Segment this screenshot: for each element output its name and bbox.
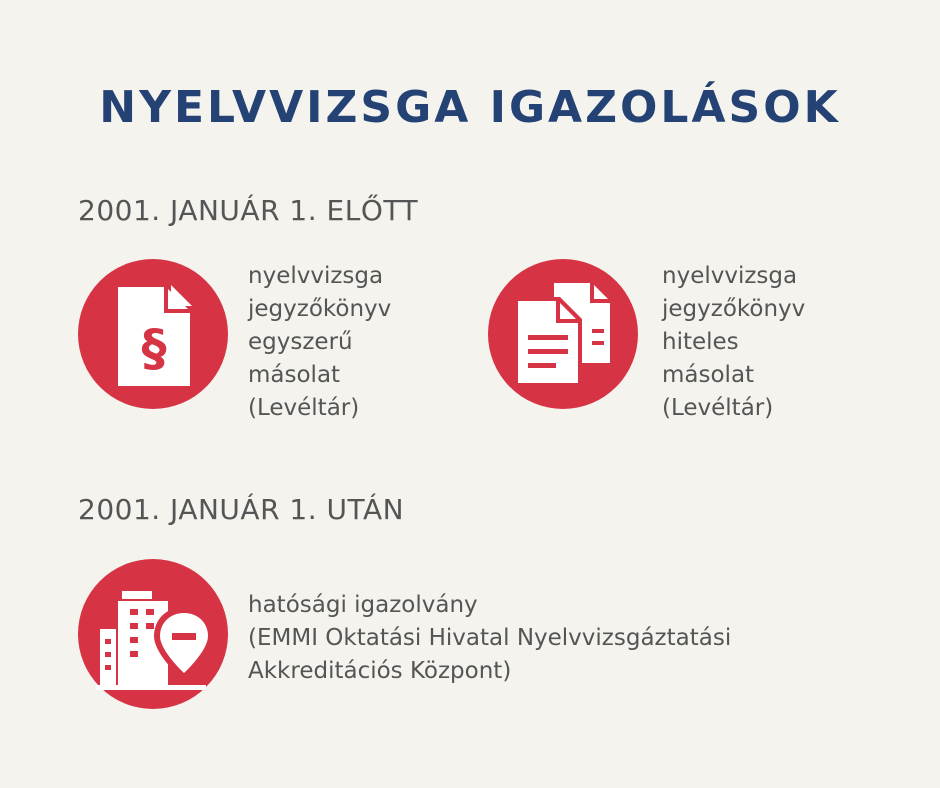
- certified-copy-text: [662, 260, 805, 425]
- section-heading-after-2001: 2001. JANUÁR 1. UTÁN: [78, 493, 405, 526]
- item-line: nyelvvizsga: [662, 263, 798, 289]
- section-heading-before-2001: 2001. JANUÁR 1. ELŐTT: [78, 194, 419, 227]
- item-line: másolat: [248, 362, 341, 388]
- item-line: Akkreditációs Központ): [248, 658, 512, 684]
- item-line: másolat: [662, 362, 755, 388]
- item-line: nyelvvizsga: [248, 263, 384, 289]
- document-paragraph-icon: [78, 259, 228, 409]
- simple-copy-circle: [78, 259, 228, 409]
- item-line: (Levéltár): [248, 395, 360, 421]
- item-line: jegyzőkönyv: [662, 296, 806, 322]
- item-line: egyszerű: [248, 329, 353, 355]
- item-line: hiteles: [662, 329, 739, 355]
- item-line: jegyzőkönyv: [248, 296, 392, 322]
- certified-copy-circle: [488, 259, 638, 409]
- building-location-icon: [78, 559, 228, 709]
- item-line: (Levéltár): [662, 395, 774, 421]
- simple-copy-text: [248, 260, 391, 425]
- item-line: (EMMI Oktatási Hivatal Nyelvvizsgáztatási: [248, 625, 732, 651]
- official-certificate-text: [248, 589, 731, 688]
- official-certificate-circle: [78, 559, 228, 709]
- documents-copy-icon: [488, 259, 638, 409]
- svg-text:§: §: [141, 319, 167, 377]
- item-line: hatósági igazolvány: [248, 592, 478, 618]
- page-title: NYELVVIZSGA IGAZOLÁSOK: [99, 82, 841, 133]
